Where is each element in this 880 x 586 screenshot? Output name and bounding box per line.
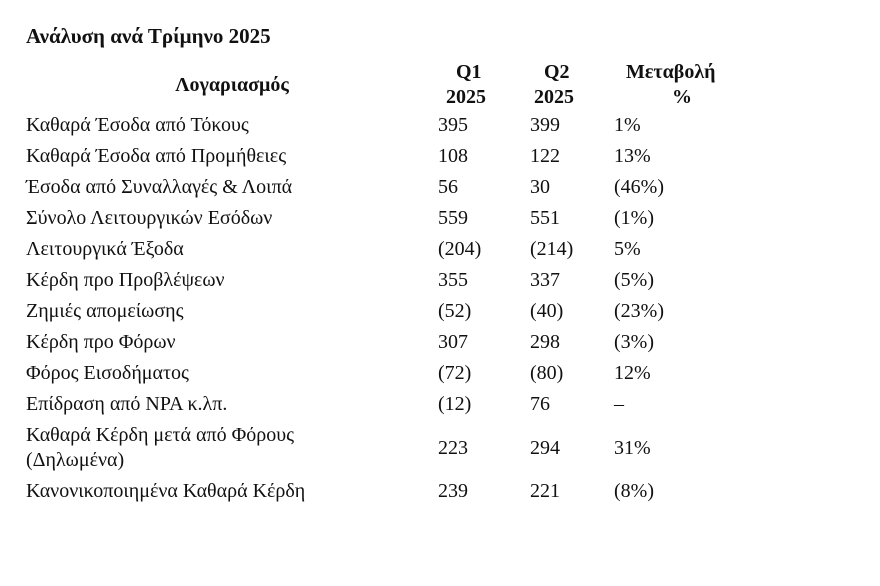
table-row	[26, 265, 766, 296]
row-change-value: 31%	[614, 436, 651, 459]
table-row	[26, 296, 766, 327]
row-label: Καθαρά Έσοδα από Τόκους	[26, 114, 249, 136]
row-label-line2: (Δηλωμένα)	[26, 449, 125, 471]
row-q1-value: 56	[438, 176, 458, 198]
row-q1-value: (52)	[438, 300, 472, 322]
header-change-line2: %	[672, 86, 692, 108]
row-label: Επίδραση από NPA κ.λπ.	[26, 393, 228, 415]
header-q1	[438, 60, 530, 110]
table-row	[26, 420, 766, 476]
row-change-value: (3%)	[614, 331, 654, 353]
document	[26, 22, 846, 507]
row-q1-value: 239	[438, 480, 468, 502]
row-label: Κέρδη προ Φόρων	[26, 331, 176, 353]
row-q1-value: (204)	[438, 238, 482, 260]
row-label: Κανονικοποιημένα Καθαρά Κέρδη	[26, 480, 306, 502]
row-change-value: 13%	[614, 145, 651, 167]
row-change-value: 12%	[614, 362, 651, 384]
row-label	[26, 420, 438, 476]
row-label: Κέρδη προ Προβλέψεων	[26, 269, 225, 291]
row-change-value: 5%	[614, 238, 641, 260]
row-q2-value: 30	[530, 176, 550, 198]
row-change-value: (8%)	[614, 480, 654, 502]
table-row	[26, 234, 766, 265]
row-q2-value: 551	[530, 207, 560, 229]
row-label: Σύνολο Λειτουργικών Εσόδων	[26, 207, 273, 229]
document-title: Ανάλυση ανά Τρίμηνο 2025	[26, 24, 271, 48]
row-label: Φόρος Εισοδήματος	[26, 362, 189, 384]
row-q1-value: 108	[438, 145, 468, 167]
header-q2	[530, 60, 614, 110]
row-change-value: –	[614, 393, 624, 415]
header-q2-line2: 2025	[534, 86, 574, 108]
row-q2-value: 122	[530, 145, 560, 167]
row-label: Καθαρά Έσοδα από Προμήθειες	[26, 145, 287, 167]
row-q1-value: 307	[438, 331, 468, 353]
row-q1-value: 355	[438, 269, 468, 291]
row-q2-value: (80)	[530, 362, 564, 384]
table-row	[26, 476, 766, 507]
header-q1-line2: 2025	[446, 86, 486, 108]
header-change	[614, 60, 766, 110]
row-q1-value: 395	[438, 114, 468, 136]
table-row	[26, 203, 766, 234]
table-row	[26, 389, 766, 420]
row-q2-value: (214)	[530, 238, 574, 260]
row-q2-value: 399	[530, 114, 560, 136]
row-q2-value: 298	[530, 331, 560, 353]
row-label: Λειτουργικά Έξοδα	[26, 238, 184, 260]
header-q2-line1: Q2	[544, 61, 570, 83]
header-change-line1: Μεταβολή	[626, 61, 716, 83]
header-q1-line1: Q1	[456, 61, 482, 83]
row-change-value: (5%)	[614, 269, 654, 291]
row-change-value: (23%)	[614, 300, 664, 322]
row-q1-value: (72)	[438, 362, 472, 384]
table-header-row	[26, 60, 766, 110]
quarterly-analysis-table	[26, 60, 766, 507]
row-label-line1: Καθαρά Κέρδη μετά από Φόρους	[26, 424, 295, 446]
table-row	[26, 327, 766, 358]
row-q1-value: 223	[438, 436, 468, 459]
row-q2-value: (40)	[530, 300, 564, 322]
row-q1-value: (12)	[438, 393, 472, 415]
table-row	[26, 141, 766, 172]
row-q2-value: 76	[530, 393, 550, 415]
row-q2-value: 294	[530, 436, 560, 459]
row-change-value: 1%	[614, 114, 641, 136]
row-q1-value: 559	[438, 207, 468, 229]
row-label: Έσοδα από Συναλλαγές & Λοιπά	[26, 176, 293, 198]
row-change-value: (46%)	[614, 176, 664, 198]
table-row	[26, 358, 766, 389]
row-q2-value: 221	[530, 480, 560, 502]
row-label: Ζημιές απομείωσης	[26, 300, 184, 322]
row-q2-value: 337	[530, 269, 560, 291]
table-row	[26, 172, 766, 203]
header-account: Λογαριασμός	[175, 73, 289, 96]
table-row	[26, 110, 766, 141]
row-change-value: (1%)	[614, 207, 654, 229]
